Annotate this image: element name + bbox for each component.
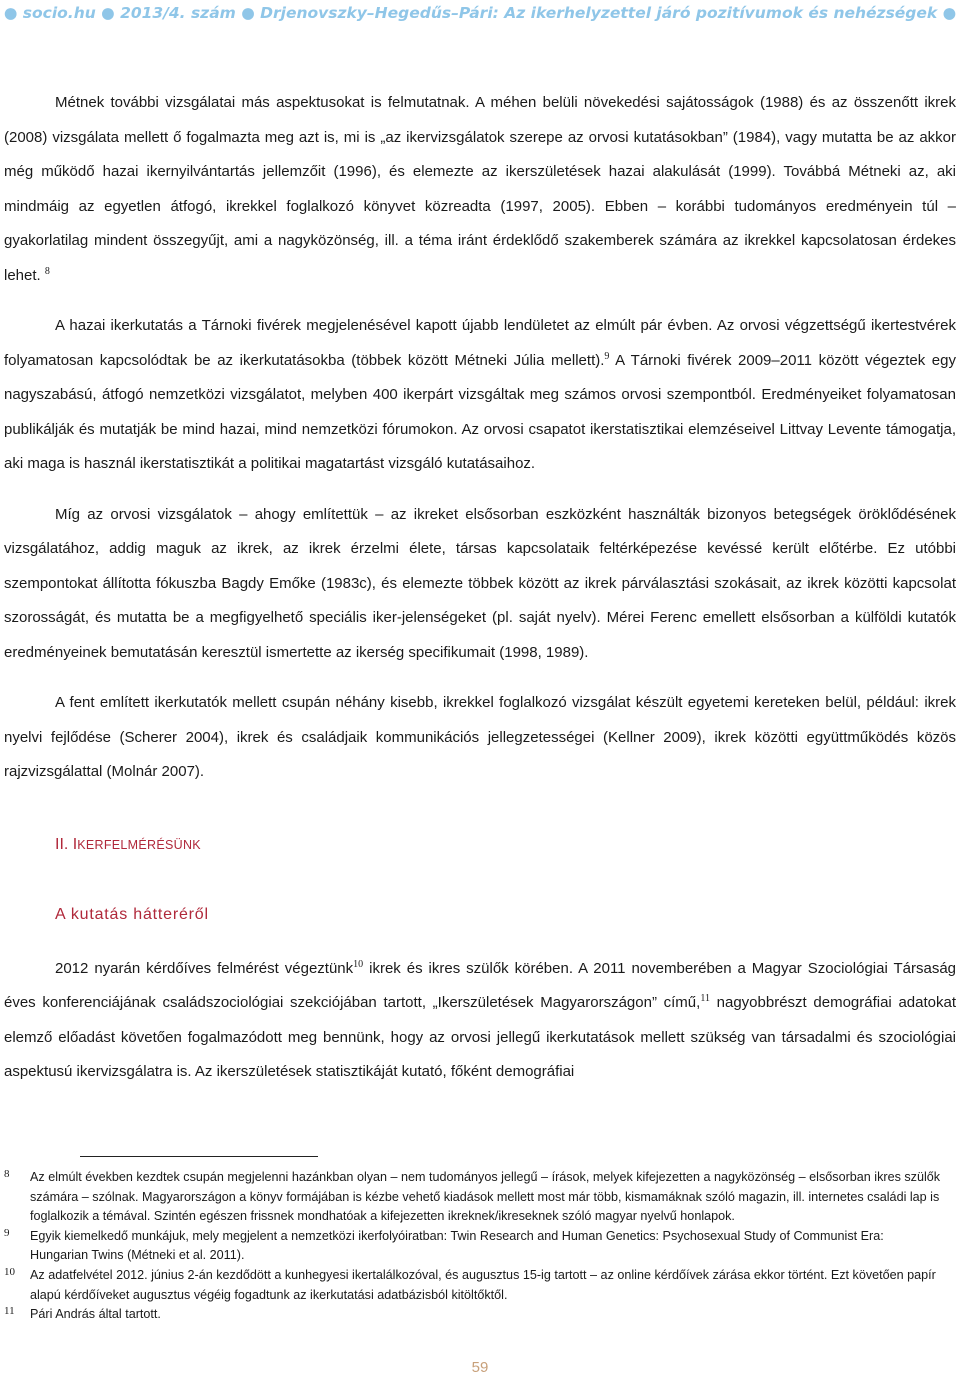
footnote-ref-9[interactable]: 9 [604,350,610,362]
paragraph-small-studies: A fent említett ikerkutatók mellett csupán néhány kisebb, ikrekkel foglalkozó vizsgálat készült egyetemi kereteken belül, például: ikrek nyelvi fejlődése (Scherer 2004), ikrek és családjaik kommunikációs jellegzetességei (Kellner 2009), ikrek közötti együttműködés közös rajzvizsgálattal (Molnár 2007). [4,694,956,780]
paragraph-metneki: Métnek további vizsgálatai más aspektusokat is felmutatnak. A méhen belüli növekedési sajátosságok (1988) és az összenőtt ikrek (2008) vizsgálata mellett ő fogalmazta meg azt is, mi is „az ikervizsgálatok szerepe az orvosi kutatásokban” (1984), vagy mutatta be az akkor még működő hazai ikernyilvántartás jellemzőit (1996), és elemezte az ikerszületések hazai alakulását (1999). Továbbá Métneki az, aki mindmáig az egyetlen átfogó, ikrekkel foglalkozó könyvet közreadta (1997, 2005). Ebben – korábbi tudományos eredményein túl – gyakorlatilag mindent összegyűjt, ami a nagyközönség, ill. a téma iránt érdeklődő szakemberek számára az ikrekkel kapcsolatosan érdekes lehet. $^8$ [4,94,956,284]
footnote-number: 9 [4,1226,10,1239]
section-gap [4,790,956,830]
footnote-number: 11 [4,1305,15,1318]
paragraph-gap [4,670,956,686]
paragraph-tarnoki: A hazai ikerkutatás a Tárnoki fivérek megjelenésével kapott újabb lendületet az elmúlt pár évben. Az orvosi végzettségű ikertestvérek folyamatosan kapcsolódtak be az ikerkutatásokba (többek között Métneki Júlia mellett).$^9$ A Tárnoki fivérek 2009–2011 között végeztek egy nagyszabású, átfogó nemzetközi vizsgálatot, melyben 400 ikerpárt vizsgáltak meg számos orvosi szempontból. Eredményeiket folyamatosan publikálják és mutatják be mind hazai, mind nemzetközi fórumokon. Az orvosi csapatot ikerstatisztikai elemzéseivel Littvay Levente támogatja, aki maga is használ ikerstatisztikát a politikai magatartást vizsgáló kutatásaihoz. [4,317,956,472]
main-text [4,86,956,1090]
section-heading: II. IKERFELMÉRÉSÜNK [55,835,201,853]
paragraph-gap [4,293,956,309]
section-gap [4,930,956,952]
footnote-number: 8 [4,1168,10,1180]
running-header: ● socio.hu ● 2013/4. szám ● Drjenovszky–Hegedűs–Pári: Az ikerhelyzettel járó pozitívumok és nehézségek ● [3,4,957,22]
footnote-11: 11 Pári András által tartott. [4,1305,944,1325]
footnote-ref-8[interactable]: 8 [44,265,50,277]
footnote-8: 8 Az elmúlt években kezdtek csupán megjelenni hazánkban olyan – nem tudományos jellegű – írások, melyek kifejezetten a nagyközönség – elsősorban ikres szülők számára – szólnak. Magyarországon a könyv formájában is kézbe vehető kiadások mellett most már több, kismamáknak szóló magazin, ill. internetes családi lap is foglalkozik a témával. Szintén egészen frissnek mondhatóak a kifejezetten ikreknek/ikreseknek szóló magyar nyelvű honlapok. [4,1168,944,1227]
page-number: 59 [471,1359,489,1376]
footnote-10: 10 Az adatfelvétel 2012. június 2-án kezdődött a kunhegyesi ikertalálkozóval, és augusztus 15-ig tartott – az online kérdőívek zárása ekkor történt. Ezt követően papír alapú kérdőíveket augusztus végéig fogadtunk az ikerkutatási adatbázisból kitöltőktől. [4,1266,944,1305]
footnotes [4,1168,944,1325]
footnote-ref-11[interactable]: 11 [700,993,710,1004]
footnote-number: 10 [4,1265,15,1278]
paragraph-survey: 2012 nyarán kérdőíves felmérést végeztünk$^{10}$ ikrek és ikres szülők körében. A 2011 novemberében a Magyar Szociológiai Társaság éves konferenciájának családszociológiai szekciójában tartott, „Ikerszületések Magyarországon” című,$^{11}$ nagyobbrészt demográfiai adatokat elemző előadást követően fogalmazódott meg bennünk, hogy az orvosi jellegű ikerkutatások mellett szükség van társadalmi és szociológiai aspektusú ikervizsgálatra is. Az ikerszületések statisztikáját kutató, főként demográfiai [4,958,957,1080]
footnote-9: 9 Egyik kiemelkedő munkájuk, mely megjelent a nemzetközi ikerfolyóiratban: Twin Research and Human Genetics: Psychosexual Study of Communist Era: Hungarian Twins (Métneki et al. 2011). [4,1227,944,1266]
paragraph-bagdy: Míg az orvosi vizsgálatok – ahogy említettük – az ikreket elsősorban eszközként használták bizonyos betegségek öröklődésének vizsgálatához, addig maguk az ikrek, az ikrek érzelmi élete, társas kapcsolataik feltérképezése kevéssé került előtérbe. Ez utóbbi szempontokat állította fókuszba Bagdy Emőke (1983c), és elemezte többek között az ikrek párválasztási szokásait, az ikrek közötti kapcsolat szorosságát, és mutatta be a megfigyelhető speciális iker-jelenségeket (pl. saját nyelv). Mérei Ferenc emellett elsősorban a külföldi kutatók eredményeinek bemutatásán keresztül ismertette az ikerség specifikumait (1998, 1989). [4,505,956,661]
paragraph-gap [4,482,956,498]
section-gap [4,860,956,900]
footnote-ref-10[interactable]: 10 [353,958,364,970]
footnote-separator [80,1156,318,1157]
subsection-heading: A kutatás hátteréről [55,905,209,923]
